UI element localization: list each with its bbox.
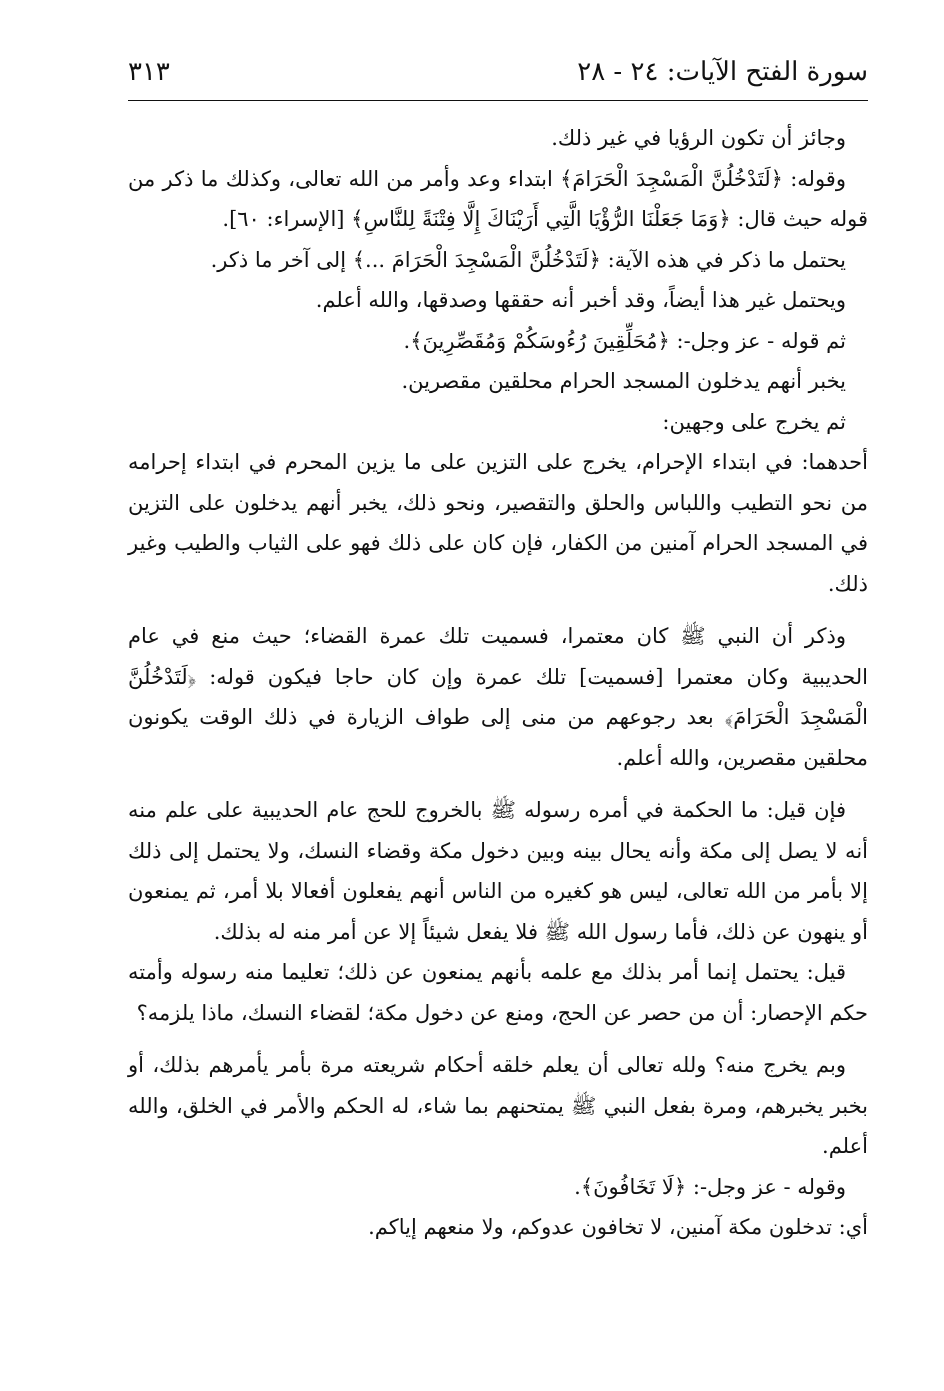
header-divider	[128, 100, 868, 101]
paragraph-4: ويحتمل غير هذا أيضاً، وقد أخبر أنه حققها وصدقها، والله أعلم.	[315, 288, 846, 312]
paragraph-5: ثم قوله - عز وجل-: ﴿مُحَلِّقِينَ رُءُوسَكُمْ وَمُقَصِّرِينَ﴾.	[403, 328, 846, 353]
paragraph-10: فإن قيل: ما الحكمة في أمره رسوله ﷺ بالخروج للحج عام الحديبية على علم منه أنه لا يصل إلى مكة وأنه يحال بينه وبين دخول مكة وقضاء النسك، ولا يحتمل إلى ذلك إلا بأمر من الله تعالى، ليس هو كغيره من الناس أنهم يفعلون أفعالا بلا أمر، ثم يمنعون أو ينهون عن ذلك، فأما رسول الله ﷺ فلا يفعل شيئاً إلا عن أمر منه له بذلك.	[128, 798, 868, 944]
paragraph-9: وذكر أن النبي ﷺ كان معتمرا، فسميت تلك عمرة القضاء؛ حيث منع في عام الحديبية وكان معتمرا [فسميت] تلك عمرة وإن كان حاجا فيكون قوله: ﴿لَتَدْخُلُنَّ الْمَسْجِدَ الْحَرَامَ﴾ بعد رجوعهم من منى إلى طواف الزيارة في ذلك الوقت يكونون محلقين مقصرين، والله أعلم.	[128, 624, 868, 770]
paragraph-11: قيل: يحتمل إنما أمر بذلك مع علمه بأنهم يمنعون عن ذلك؛ تعليما منه رسوله وأمته حكم الإحصار: أن من حصر عن الحج، ومنع عن دخول مكة؛ لقضاء النسك، ماذا يلزمه؟	[128, 960, 868, 1025]
paragraph-1: وجائز أن تكون الرؤيا في غير ذلك.	[551, 126, 846, 150]
paragraph-6: يخبر أنهم يدخلون المسجد الحرام محلقين مقصرين.	[401, 369, 846, 393]
paragraph-12: وبم يخرج منه؟ ولله تعالى أن يعلم خلقه أحكام شريعته مرة بأمر يأمرهم بذلك، أو بخبر يخبرهم، ومرة بفعل النبي ﷺ يمتحنهم بما شاء، له الحكم والأمر في الخلق، والله أعلم.	[128, 1053, 868, 1158]
paragraph-8: أحدهما: في ابتداء الإحرام، يخرج على التزين على ما يزين المحرم في ابتداء إحرامه من نحو التطيب واللباس والحلق والتقصير، ونحو ذلك، يخبر أنهم يدخلون على التزين في المسجد الحرام آمنين من الكفار، فإن كان على ذلك فهو على الثياب والطيب وغير ذلك.	[128, 450, 868, 596]
running-header	[128, 50, 868, 94]
paragraph-7: ثم يخرج على وجهين:	[662, 409, 846, 434]
paragraph-13: وقوله - عز وجل-: ﴿لَا تَخَافُونَ﴾.	[574, 1174, 846, 1199]
paragraph-3: يحتمل ما ذكر في هذه الآية: ﴿لَتَدْخُلُنَّ الْمَسْجِدَ الْحَرَامَ ...﴾ إلى آخر ما ذكر.	[210, 247, 846, 272]
paragraph-2: وقوله: ﴿لَتَدْخُلُنَّ الْمَسْجِدَ الْحَرَامَ﴾ ابتداء وعد وأمر من الله تعالى، وكذلك ما ذكر من قوله حيث قال: ﴿وَمَا جَعَلْنَا الرُّؤْيَا الَّتِي أَرَيْنَاكَ إِلَّا فِتْنَةً لِلنَّاسِ﴾ [الإسراء: ٦٠].	[128, 166, 868, 231]
page-number: ٣١٣	[128, 57, 170, 87]
surah-heading: سورة الفتح الآيات: ٢٤ - ٢٨	[577, 57, 868, 87]
paragraph-14: أي: تدخلون مكة آمنين، لا تخافون عدوكم، ولا منعهم إياكم.	[368, 1215, 868, 1239]
commentary-body	[128, 118, 868, 1248]
